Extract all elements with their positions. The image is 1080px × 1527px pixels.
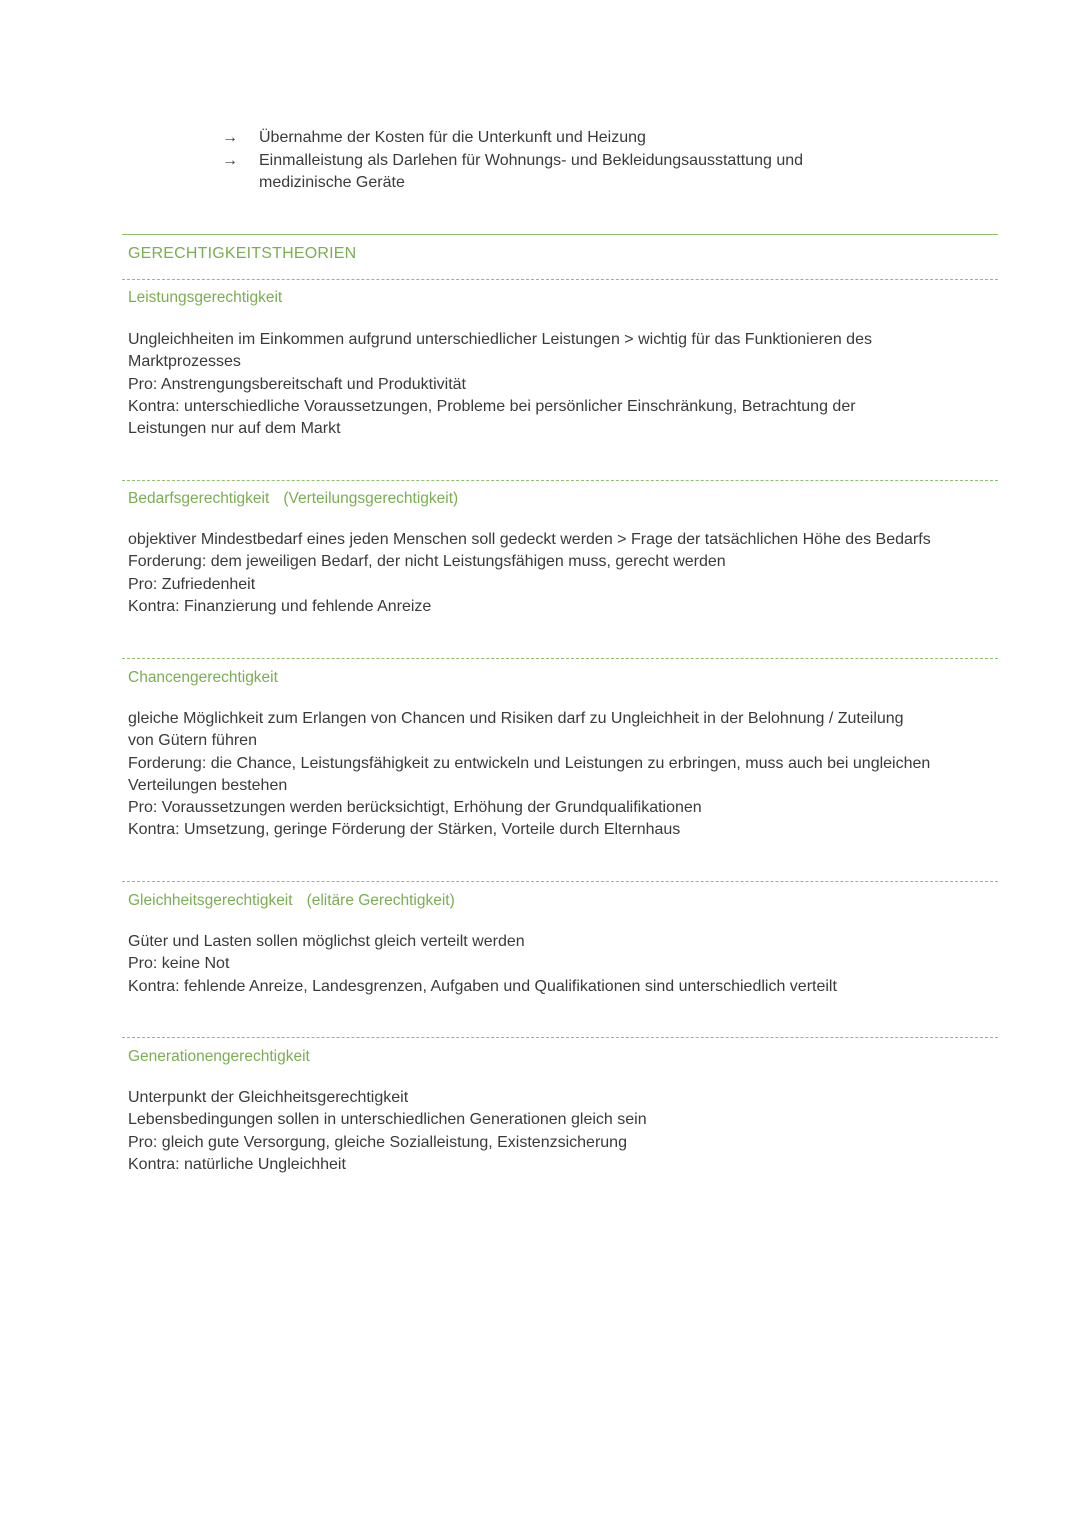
theory-line: Kontra: Umsetzung, geringe Förderung der Stärken, Vorteile durch Elternhaus xyxy=(128,821,681,839)
dashed-divider xyxy=(122,279,998,280)
theory-line: Forderung: dem jeweiligen Bedarf, der nicht Leistungsfähigen muss, gerecht werden xyxy=(128,553,726,571)
theory-body-chancen xyxy=(128,708,968,842)
benefits-list xyxy=(222,127,922,195)
theory-line: Kontra: fehlende Anreize, Landesgrenzen, Aufgaben und Qualifikationen sind unterschiedlich verteilt xyxy=(128,977,837,995)
theory-title: Leistungsgerechtigkeit xyxy=(128,289,283,306)
theory-line: Pro: Anstrengungsbereitschaft und Produktivität xyxy=(128,375,466,393)
theory-line: Pro: gleich gute Versorgung, gleiche Sozialleistung, Existenzsicherung xyxy=(128,1133,627,1151)
theory-line: Unterpunkt der Gleichheitsgerechtigkeit xyxy=(128,1089,409,1106)
list-item-text: Übernahme der Kosten für die Unterkunft und Heizung xyxy=(259,129,646,146)
theory-heading-chancen xyxy=(128,667,278,689)
list-item xyxy=(222,127,922,150)
theory-line: Lebensbedingungen sollen in unterschiedlichen Generationen gleich sein xyxy=(128,1111,647,1129)
theory-title: Generationengerechtigkeit xyxy=(128,1048,310,1065)
theory-line: Pro: keine Not xyxy=(128,955,230,973)
dashed-divider xyxy=(122,1037,998,1038)
theory-subtitle: (Verteilungsgerechtigkeit) xyxy=(283,490,459,507)
theory-line: Güter und Lasten sollen möglichst gleich verteilt werden xyxy=(128,933,525,950)
theory-heading-gleichheit xyxy=(128,890,455,912)
theory-body-gleichheit xyxy=(128,931,968,998)
theory-line: Kontra: unterschiedliche Voraussetzungen, Probleme bei persönlicher Einschränkung, Betrachtung der Leistungen nur auf dem Markt xyxy=(128,397,856,438)
theory-subtitle: (elitäre Gerechtigkeit) xyxy=(306,892,455,909)
theory-line: Forderung: die Chance, Leistungsfähigkeit zu entwickeln und Leistungen zu erbringen, muss auch bei ungleichen Verteilungen bestehen xyxy=(128,754,931,794)
theory-line: Ungleichheiten im Einkommen aufgrund unterschiedlicher Leistungen > wichtig für das Funktionieren des Marktprozesses xyxy=(128,331,872,371)
theory-line: gleiche Möglichkeit zum Erlangen von Chancen und Risiken darf zu Ungleichheit in der Belohnung / Zuteilung von Gütern führen xyxy=(128,710,904,750)
section-divider xyxy=(122,234,998,235)
theory-line: Kontra: Finanzierung und fehlende Anreize xyxy=(128,597,432,615)
theory-heading-generationen xyxy=(128,1046,310,1068)
theory-line: Pro: Voraussetzungen werden berücksichtigt, Erhöhung der Grundqualifikationen xyxy=(128,799,702,817)
theory-title: Bedarfsgerechtigkeit xyxy=(128,490,270,507)
dashed-divider xyxy=(122,658,998,659)
arrow-right-icon: → xyxy=(222,129,238,146)
theory-body-bedarf xyxy=(128,529,968,618)
theory-title: Gleichheitsgerechtigkeit xyxy=(128,892,293,909)
theory-body-leistung xyxy=(128,329,968,440)
theory-heading-bedarf xyxy=(128,488,458,510)
theory-line: Pro: Zufriedenheit xyxy=(128,575,256,593)
dashed-divider xyxy=(122,480,998,481)
theory-heading-leistung xyxy=(128,287,282,309)
dashed-divider xyxy=(122,881,998,882)
theory-title: Chancengerechtigkeit xyxy=(128,669,278,686)
theory-body-generationen xyxy=(128,1087,968,1176)
list-item-text: Einmalleistung als Darlehen für Wohnungs- und Bekleidungsausstattung und medizinische Geräte xyxy=(259,151,804,191)
section-title: GERECHTIGKEITSTHEORIEN xyxy=(128,245,357,262)
theory-line: objektiver Mindestbedarf eines jeden Menschen soll gedeckt werden > Frage der tatsächlichen Höhe des Bedarfs xyxy=(128,531,931,548)
arrow-right-icon: → xyxy=(222,151,238,169)
theory-line: Kontra: natürliche Ungleichheit xyxy=(128,1155,346,1173)
list-item xyxy=(222,150,922,195)
